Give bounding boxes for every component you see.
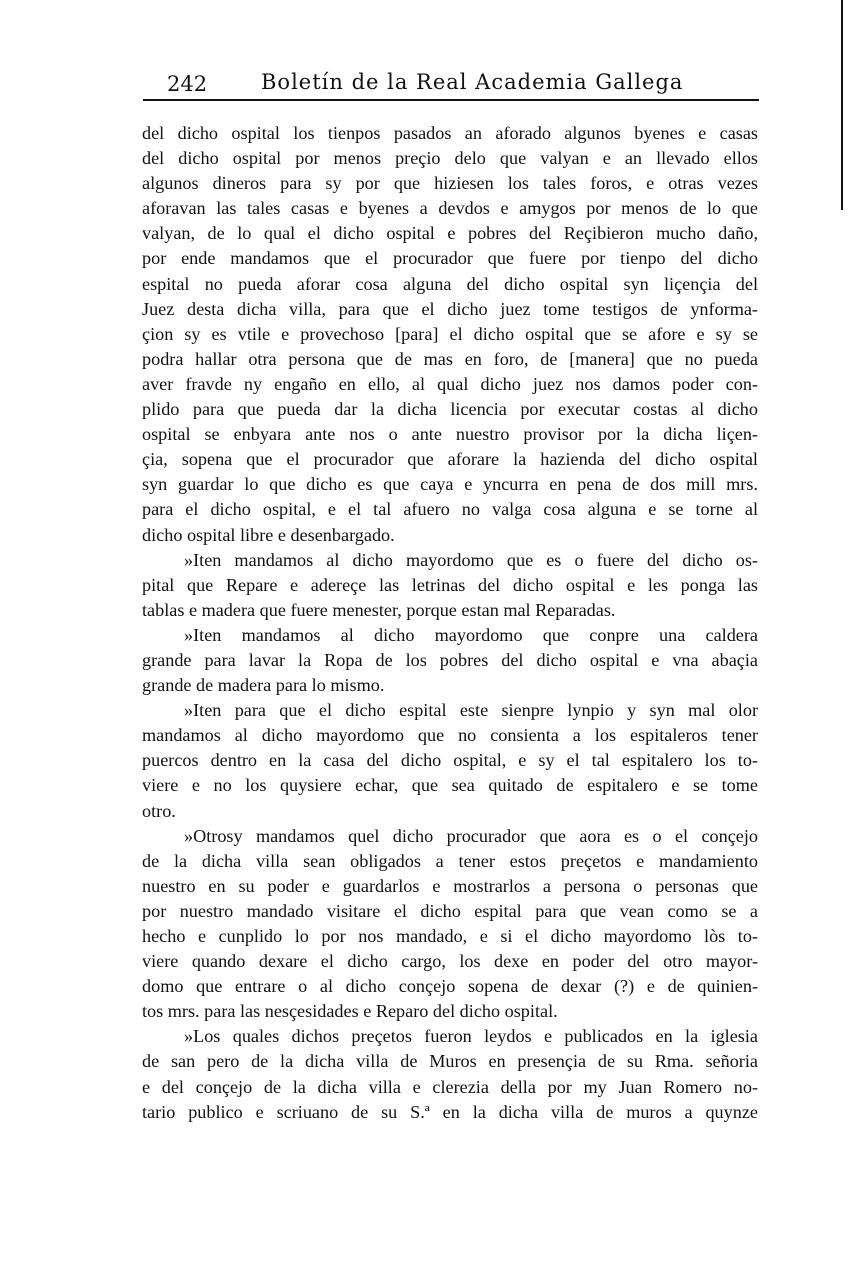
text-line: »Iten para que el dicho espital este sienpre lynpio y syn mal olor [184,700,758,721]
paragraph [142,623,758,698]
paragraph [142,824,758,1025]
text-line: otro. [142,800,176,821]
page-body [142,121,758,1125]
text-line: de la dicha villa sean obligados a tener estos preçetos e mandamiento [142,850,758,871]
text-line: tablas e madera que fuere menester, porque estan mal Reparadas. [142,599,616,620]
header-rule [143,99,759,101]
paragraph [142,121,758,548]
text-line: tos mrs. para las nesçesidades e Reparo del dicho ospital. [142,1001,558,1022]
text-line: del dicho ospital por menos preçio delo que valyan e an llevado ellos [142,148,758,169]
text-line: »Iten mandamos al dicho mayordomo que es o fuere del dicho os- [184,549,758,570]
text-line: algunos dineros para sy por que hiziesen los tales foros, e otras vezes [142,173,758,194]
text-line: viere e no los quysiere echar, que sea quitado de espitalero e se tome [142,775,758,796]
text-line: Juez desta dicha villa, para que el dicho juez tome testigos de ynforma- [142,298,758,319]
text-line: »Iten mandamos al dicho mayordomo que conpre una caldera [184,624,758,645]
text-line: e del conçejo de la dicha villa e clerezia della por my Juan Romero no- [142,1076,758,1097]
text-line: de san pero de la dicha villa de Muros en presençia de su Rma. señoria [142,1051,758,1072]
text-line: por nuestro mandado visitare el dicho espital para que vean como se a [142,900,758,921]
text-line: podra hallar otra persona que de mas en foro, de [manera] que no pueda [142,348,758,369]
text-line: dicho ospital libre e desenbargado. [142,524,395,545]
paragraph [142,548,758,623]
text-line: nuestro en su poder e guardarlos e mostrarlos a persona o personas que [142,875,758,896]
paragraph [142,698,758,823]
text-line: hecho e cunplido lo por nos mandado, e si el dicho mayordomo lòs to- [142,926,758,946]
text-line: para el dicho ospital, e el tal afuero no valga cosa alguna e se torne al [142,499,758,520]
text-line: valyan, de lo qual el dicho ospital e pobres del Reçibieron mucho daño, [142,223,758,244]
page-number: 242 [167,72,208,96]
text-line: espital no pueda aforar cosa alguna del dicho ospital syn liçençia del [142,273,758,294]
text-line: syn guardar lo que dicho es que caya e yncurra en pena de dos mill mrs. [142,474,758,495]
text-line: por ende mandamos que el procurador que fuere por tienpo del dicho [142,248,758,269]
text-line: plido para que pueda dar la dicha licencia por executar costas al dicho [142,399,758,420]
text-line: del dicho ospital los tienpos pasados an aforado algunos byenes e casas [142,123,758,143]
text-line: mandamos al dicho mayordomo que no consienta a los espitaleros tener [142,725,758,746]
paragraph [142,1024,758,1124]
page-edge-line [841,0,843,210]
text-line: pital que Repare e adereçe las letrinas del dicho ospital e les ponga las [142,574,758,595]
text-line: çion sy es vtile e provechoso [para] el dicho ospital que se afore e sy se [142,323,758,344]
running-title: Boletín de la Real Academia Gallega [261,70,684,94]
running-header [143,68,758,98]
text-line: aforavan las tales casas e byenes a devdos e amygos por menos de lo que [142,198,758,219]
text-line: »Otrosy mandamos quel dicho procurador que aora es o el conçejo [184,825,758,846]
text-line: tario publico e scriuano de su S.ª en la dicha villa de muros a quynze [142,1101,758,1122]
text-line: çia, sopena que el procurador que aforare la hazienda del dicho ospital [142,449,758,470]
text-line: domo que entrare o al dicho conçejo sopena de dexar (?) e de quinien- [142,976,758,997]
text-line: puercos dentro en la casa del dicho ospital, e sy el tal espitalero los to- [142,750,758,771]
text-line: ospital se enbyara ante nos o ante nuestro provisor por la dicha liçen- [142,424,758,445]
text-line: grande de madera para lo mismo. [142,675,385,696]
text-line: »Los quales dichos preçetos fueron leydos e publicados en la iglesia [184,1026,758,1047]
text-line: grande para lavar la Ropa de los pobres del dicho ospital e vna abaçia [142,649,758,670]
text-line: viere quando dexare el dicho cargo, los dexe en poder del otro mayor- [142,951,758,972]
text-line: aver fravde ny engaño en ello, al qual dicho juez nos damos poder con- [142,373,758,394]
